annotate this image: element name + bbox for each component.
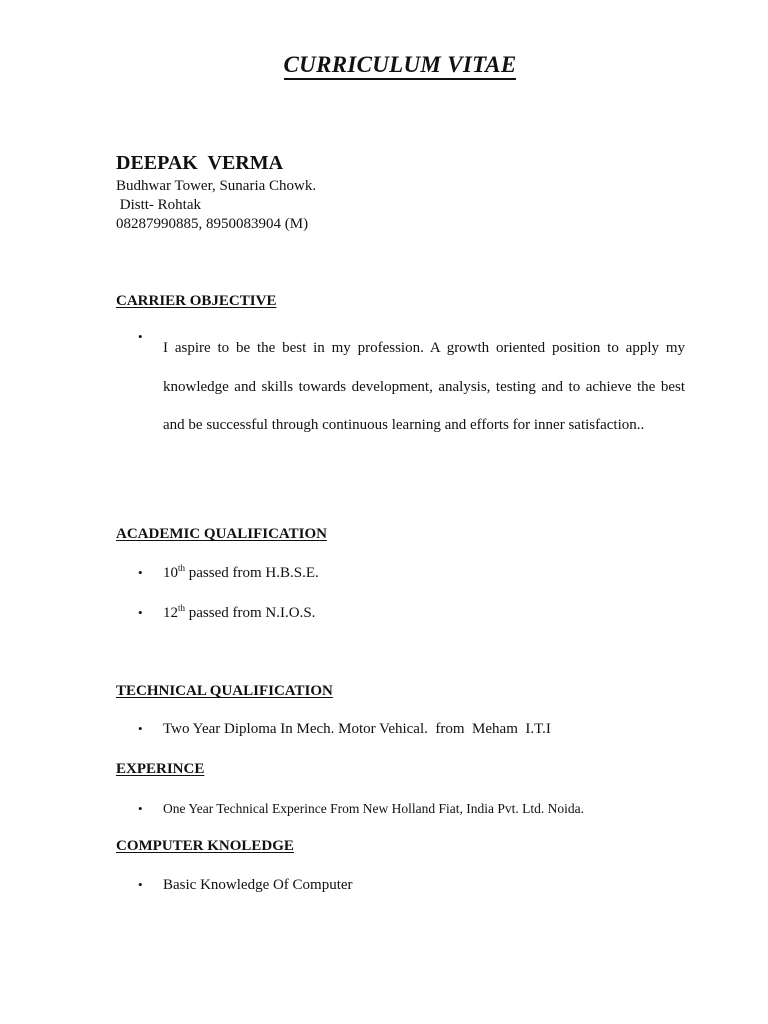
section-heading-objective: CARRIER OBJECTIVE [116, 293, 277, 309]
candidate-name: DEEPAK VERMA [116, 152, 284, 174]
technical-item-text: Two Year Diploma In Mech. Motor Vehical. from Meham I.T.I [163, 721, 551, 737]
technical-item [138, 721, 551, 738]
bullet-icon: • [138, 721, 143, 736]
address-line-1: Budhwar Tower, Sunaria Chowk. [116, 178, 317, 194]
section-heading-academic: ACADEMIC QUALIFICATION [116, 526, 327, 542]
academic-item-text: 10th passed from H.B.S.E. [163, 563, 319, 581]
experience-item-text: One Year Technical Experince From New Holland Fiat, India Pvt. Ltd. Noida. [163, 801, 584, 816]
computer-item-text: Basic Knowledge Of Computer [163, 877, 353, 893]
address-line-2: Distt- Rohtak [116, 197, 201, 213]
document-title-text: CURRICULUM VITAE [284, 52, 517, 80]
objective-text: I aspire to be the best in my profession. A growth oriented position to apply my knowledge and skills towards development, analysis, testing and to achieve the best and be successful through continuous learning and efforts for inner satisfaction.. [163, 340, 685, 433]
bullet-icon: • [138, 605, 143, 620]
bullet-icon: • [138, 329, 143, 344]
document-title [0, 52, 768, 80]
phone-numbers: 08287990885, 8950083904 (M) [116, 216, 309, 232]
section-heading-technical: TECHNICAL QUALIFICATION [116, 683, 333, 699]
contact-block [116, 177, 316, 234]
experience-item [138, 801, 584, 817]
academic-item-text: 12th passed from N.I.O.S. [163, 603, 316, 621]
computer-item [138, 877, 353, 894]
section-heading-experience: EXPERINCE [116, 761, 205, 777]
bullet-icon: • [138, 801, 143, 816]
objective-item [138, 329, 685, 445]
academic-item [138, 565, 319, 582]
section-heading-computer: COMPUTER KNOLEDGE [116, 838, 294, 854]
academic-item [138, 605, 315, 622]
bullet-icon: • [138, 877, 143, 892]
bullet-icon: • [138, 565, 143, 580]
